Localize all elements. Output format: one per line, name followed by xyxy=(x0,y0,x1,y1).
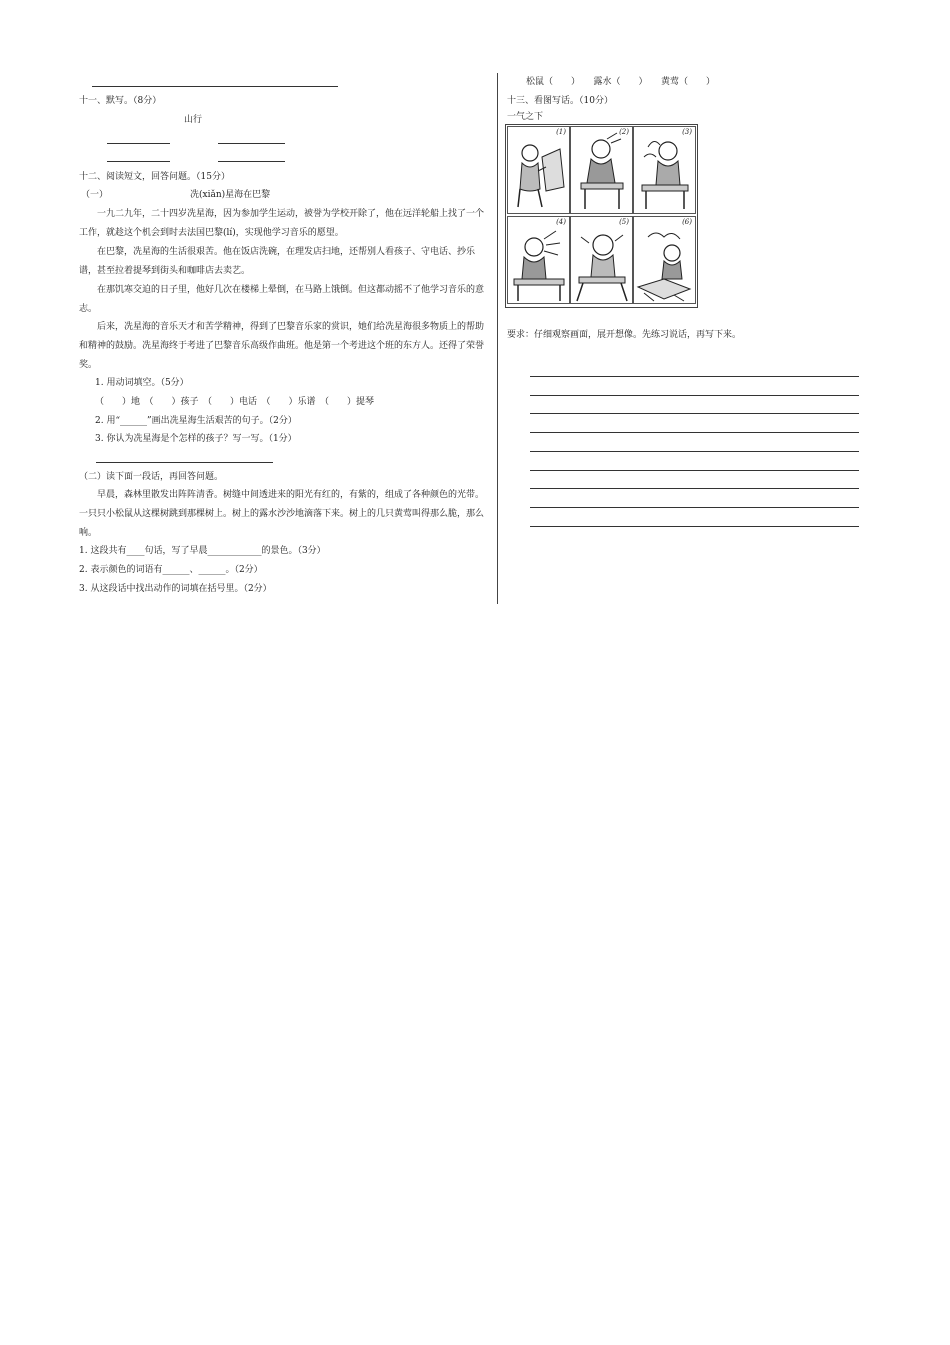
boy-shouting-illustration xyxy=(508,217,569,303)
comic-panel xyxy=(570,126,633,214)
poem-answer-line[interactable] xyxy=(107,143,170,144)
passage-paragraph: 在巴黎，冼星海的生活很艰苦。他在饭店洗碗，在理发店扫地，还帮别人看孩子、守电话、抄乐谱，甚至拉着提琴到街头和咖啡店去卖艺。 xyxy=(79,247,476,276)
question-3: 3. 你认为冼星海是个怎样的孩子？写一写。（1分） xyxy=(95,434,297,444)
writing-line[interactable] xyxy=(530,488,859,489)
answer-line-top xyxy=(92,86,338,87)
part-2-question-2: 2. 表示颜色的词语有______、______。（2分） xyxy=(79,565,263,575)
passage-paragraph: 在那饥寒交迫的日子里，他好几次在楼梯上晕倒，在马路上饿倒。但这都动摇不了他学习音乐的意志。 xyxy=(79,285,485,314)
poem-title: 山行 xyxy=(184,115,203,125)
comic-panel xyxy=(570,216,633,304)
part-2-label: （二）读下面一段话，再回答问题。 xyxy=(79,472,224,482)
writing-line[interactable] xyxy=(530,470,859,471)
question-2: 2. 用“______”画出冼星海生活艰苦的句子。（2分） xyxy=(95,416,297,426)
writing-line[interactable] xyxy=(530,451,859,452)
panel-number: (5) xyxy=(619,218,629,226)
action-words-line[interactable]: 松鼠（ ） 露水（ ） 黄莺（ ） xyxy=(526,77,716,87)
boy-angry-at-desk-illustration xyxy=(634,127,695,213)
part-1-label: （一） xyxy=(81,190,109,200)
picture-story-title: 一气之下 xyxy=(507,112,544,122)
comic-panel xyxy=(507,126,570,214)
poem-answer-line[interactable] xyxy=(218,161,285,162)
broken-desk-illustration xyxy=(634,217,695,303)
poem-answer-line[interactable] xyxy=(218,143,285,144)
writing-line[interactable] xyxy=(530,432,859,433)
panel-number: (4) xyxy=(556,218,566,226)
writing-line[interactable] xyxy=(530,507,859,508)
comic-panel xyxy=(633,216,696,304)
poem-answer-line[interactable] xyxy=(107,161,170,162)
panel-number: (6) xyxy=(682,218,692,226)
writing-line[interactable] xyxy=(530,376,859,377)
question-1-blanks[interactable]: （ ）地 （ ）孩子 （ ）电话 （ ）乐谱 （ ）提琴 xyxy=(95,397,375,407)
section-13-title: 十三、看图写话。（10分） xyxy=(507,96,613,106)
passage-title: 冼(xiǎn)星海在巴黎 xyxy=(190,190,271,200)
column-divider xyxy=(497,73,498,604)
section-11-title: 十一、默写。（8分） xyxy=(79,96,162,106)
writing-line[interactable] xyxy=(530,395,859,396)
writing-requirement: 要求：仔细观察画面，展开想像。先练习说话，再写下来。 xyxy=(507,330,742,340)
boy-kicking-desk-illustration xyxy=(571,217,632,303)
comic-panel xyxy=(507,216,570,304)
part-2-paragraph: 早晨，森林里散发出阵阵清香。树缝中间透进来的阳光有红的，有紫的，组成了各种颜色的光带。一只只小松鼠从这棵树跳到那棵树上。树上的露水沙沙地滴落下来。树上的几只黄莺叫得那么脆，那么响。 xyxy=(79,490,485,538)
writing-line[interactable] xyxy=(530,526,859,527)
part-2-question-1: 1. 这段共有____句话，写了早晨____________的景色。（3分） xyxy=(79,546,326,556)
panel-number: (2) xyxy=(619,128,629,136)
passage-paragraph: 后来，冼星海的音乐天才和苦学精神，得到了巴黎音乐家的赏识，她们给冼星海很多物质上的帮助和精神的鼓励。冼星海终于考进了巴黎音乐高级作曲班。他是第一个考进这个班的东方人。还得了荣誉奖。 xyxy=(79,322,485,370)
picture-story-grid xyxy=(505,124,698,308)
part-2-question-3: 3. 从这段话中找出动作的词填在括号里。（2分） xyxy=(79,584,272,594)
boy-slamming-desk-illustration xyxy=(508,127,569,213)
writing-line[interactable] xyxy=(530,413,859,414)
question-3-answer-line[interactable] xyxy=(96,462,273,463)
section-12-title: 十二、阅读短文，回答问题。（15分） xyxy=(79,172,230,182)
comic-panel xyxy=(633,126,696,214)
question-1: 1. 用动词填空。（5分） xyxy=(95,378,189,388)
panel-number: (1) xyxy=(556,128,566,136)
boy-at-desk-illustration xyxy=(571,127,632,213)
passage-paragraph: 一九二九年，二十四岁冼星海，因为参加学生运动，被誉为学校开除了，他在远洋轮船上找了一个工作，就趁这个机会到时去法国巴黎(lí)，实现他学习音乐的愿望。 xyxy=(79,209,485,238)
panel-number: (3) xyxy=(682,128,692,136)
